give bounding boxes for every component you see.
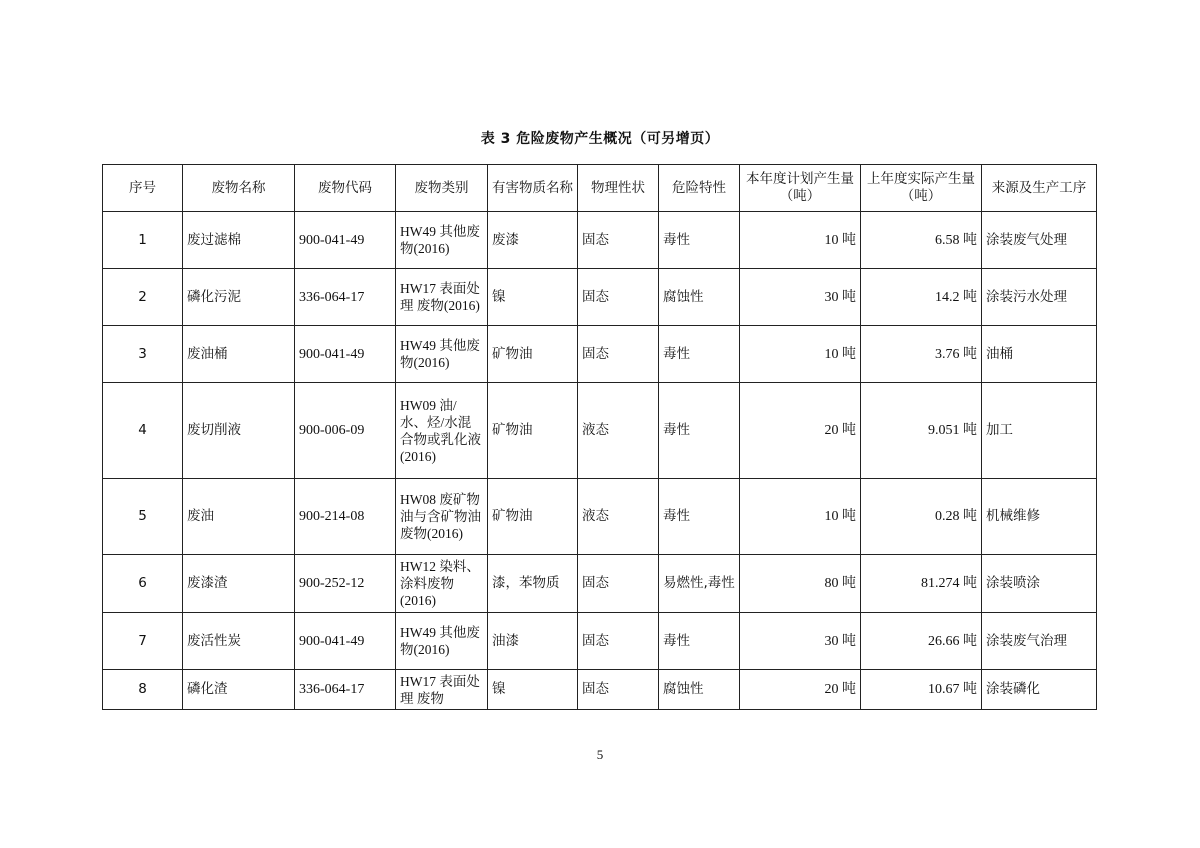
table-row [103, 555, 1097, 613]
table-row [103, 269, 1097, 326]
cell-category: HW17 表面处理 废物(2016) [396, 269, 488, 326]
cell-name: 废过滤棉 [183, 212, 295, 269]
cell-code: 900-214-08 [295, 479, 396, 555]
cell-no: 6 [103, 555, 183, 613]
cell-hazard-property: 毒性 [659, 613, 740, 670]
column-header-no: 序号 [103, 165, 183, 212]
cell-name: 磷化渣 [183, 670, 295, 710]
cell-hazardous-substance: 矿物油 [488, 326, 578, 383]
cell-code: 900-006-09 [295, 383, 396, 479]
cell-name: 磷化污泥 [183, 269, 295, 326]
cell-name: 废活性炭 [183, 613, 295, 670]
cell-code: 900-252-12 [295, 555, 396, 613]
cell-no: 8 [103, 670, 183, 710]
cell-planned-amount: 80 吨 [740, 555, 861, 613]
cell-actual-amount: 6.58 吨 [861, 212, 982, 269]
table-row [103, 479, 1097, 555]
cell-name: 废漆渣 [183, 555, 295, 613]
cell-planned-amount: 10 吨 [740, 326, 861, 383]
cell-actual-amount: 0.28 吨 [861, 479, 982, 555]
cell-source: 涂装喷涂 [982, 555, 1097, 613]
column-header-code: 废物代码 [295, 165, 396, 212]
cell-hazardous-substance: 矿物油 [488, 479, 578, 555]
table-row [103, 212, 1097, 269]
cell-no: 5 [103, 479, 183, 555]
cell-planned-amount: 20 吨 [740, 383, 861, 479]
cell-hazardous-substance: 油漆 [488, 613, 578, 670]
cell-hazard-property: 毒性 [659, 383, 740, 479]
cell-physical-state: 液态 [578, 383, 659, 479]
cell-no: 4 [103, 383, 183, 479]
cell-physical-state: 固态 [578, 212, 659, 269]
cell-hazardous-substance: 矿物油 [488, 383, 578, 479]
cell-code: 900-041-49 [295, 613, 396, 670]
cell-planned-amount: 10 吨 [740, 212, 861, 269]
cell-no: 3 [103, 326, 183, 383]
cell-source: 涂装废气处理 [982, 212, 1097, 269]
cell-source: 加工 [982, 383, 1097, 479]
cell-hazardous-substance: 废漆 [488, 212, 578, 269]
cell-physical-state: 固态 [578, 670, 659, 710]
cell-hazardous-substance: 漆，苯物质 [488, 555, 578, 613]
column-header-hazardous-substance: 有害物质名称 [488, 165, 578, 212]
cell-actual-amount: 3.76 吨 [861, 326, 982, 383]
cell-hazard-property: 毒性 [659, 212, 740, 269]
cell-hazard-property: 腐蚀性 [659, 670, 740, 710]
cell-category: HW49 其他废物(2016) [396, 613, 488, 670]
cell-category: HW49 其他废物(2016) [396, 212, 488, 269]
table-header-row [103, 165, 1097, 212]
cell-name: 废切削液 [183, 383, 295, 479]
column-header-physical-state: 物理性状 [578, 165, 659, 212]
cell-physical-state: 固态 [578, 555, 659, 613]
cell-planned-amount: 20 吨 [740, 670, 861, 710]
column-header-planned-amount: 本年度计划产生量（吨） [740, 165, 861, 212]
cell-code: 336-064-17 [295, 269, 396, 326]
cell-hazardous-substance: 镍 [488, 269, 578, 326]
cell-actual-amount: 26.66 吨 [861, 613, 982, 670]
cell-no: 1 [103, 212, 183, 269]
cell-physical-state: 固态 [578, 326, 659, 383]
table-row [103, 670, 1097, 710]
cell-source: 机械维修 [982, 479, 1097, 555]
cell-physical-state: 固态 [578, 269, 659, 326]
hazardous-waste-table [102, 164, 1097, 710]
column-header-name: 废物名称 [183, 165, 295, 212]
cell-source: 涂装废气治理 [982, 613, 1097, 670]
cell-name: 废油 [183, 479, 295, 555]
cell-physical-state: 固态 [578, 613, 659, 670]
cell-planned-amount: 10 吨 [740, 479, 861, 555]
cell-actual-amount: 14.2 吨 [861, 269, 982, 326]
cell-category: HW17 表面处理 废物 [396, 670, 488, 710]
cell-hazard-property: 毒性 [659, 479, 740, 555]
cell-actual-amount: 9.051 吨 [861, 383, 982, 479]
column-header-source: 来源及生产工序 [982, 165, 1097, 212]
cell-category: HW12 染料、涂料废物 (2016) [396, 555, 488, 613]
page-number: 5 [596, 747, 604, 762]
cell-source: 油桶 [982, 326, 1097, 383]
cell-source: 涂装磷化 [982, 670, 1097, 710]
cell-code: 900-041-49 [295, 326, 396, 383]
cell-actual-amount: 81.274 吨 [861, 555, 982, 613]
cell-physical-state: 液态 [578, 479, 659, 555]
cell-hazardous-substance: 镍 [488, 670, 578, 710]
cell-source: 涂装污水处理 [982, 269, 1097, 326]
column-header-hazard-property: 危险特性 [659, 165, 740, 212]
cell-hazard-property: 腐蚀性 [659, 269, 740, 326]
cell-no: 7 [103, 613, 183, 670]
table-row [103, 326, 1097, 383]
cell-category: HW49 其他废物(2016) [396, 326, 488, 383]
cell-actual-amount: 10.67 吨 [861, 670, 982, 710]
cell-no: 2 [103, 269, 183, 326]
cell-hazard-property: 易燃性,毒性 [659, 555, 740, 613]
table-row [103, 613, 1097, 670]
cell-planned-amount: 30 吨 [740, 613, 861, 670]
column-header-category: 废物类别 [396, 165, 488, 212]
column-header-actual-amount: 上年度实际产生量（吨） [861, 165, 982, 212]
table-row [103, 383, 1097, 479]
cell-category: HW09 油/水、烃/水混合物或乳化液(2016) [396, 383, 488, 479]
table-caption: 表 3 危险废物产生概况（可另增页） [480, 131, 720, 147]
cell-name: 废油桶 [183, 326, 295, 383]
cell-category: HW08 废矿物油与含矿物油废物(2016) [396, 479, 488, 555]
cell-hazard-property: 毒性 [659, 326, 740, 383]
cell-code: 336-064-17 [295, 670, 396, 710]
cell-planned-amount: 30 吨 [740, 269, 861, 326]
cell-code: 900-041-49 [295, 212, 396, 269]
